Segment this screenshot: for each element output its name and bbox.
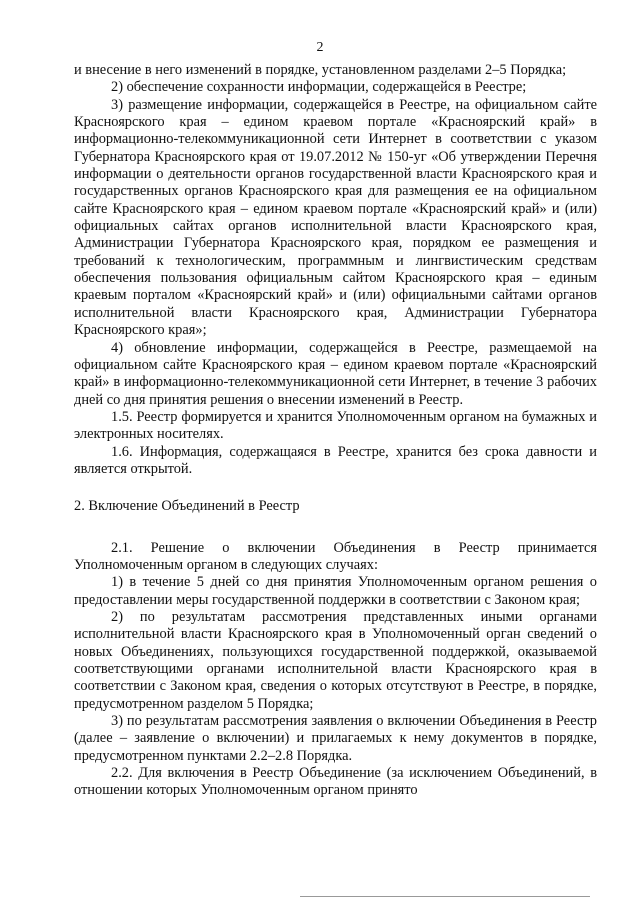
- footer-rule: [300, 896, 590, 897]
- paragraph: 2.2. Для включения в Реестр Объединение (за исключением Объединений, в отношении которых Уполномоченным органом принято: [74, 765, 597, 799]
- paragraph: 3) размещение информации, содержащейся в Реестре, на официальном сайте Красноярского края – едином краевом портале «Красноярский край» в информационно-телекоммуникационной сети Интернет в соответствии с указом Губернатора Красноярского края от 19.07.2012 № 150-уг «Об утверждении Перечня информации о деятельности органов государственной власти Красноярского края и государственных органов Красноярского края для размещения ее на официальном сайте Красноярского края – едином краевом портале «Красноярский край» и (или) официальных сайтах органов исполнительной власти Красноярского края, Администрации Губернатора Красноярского края, порядком ее размещения и требований к технологическим, программным и лингвистическим средствам обеспечения пользования официальным сайтом Красноярского края – единым краевым порталом «Красноярский край» и (или) официальными сайтами органов исполнительной власти Красноярского края, Администрации Губернатора Красноярского края»;: [74, 96, 597, 339]
- section-heading: 2. Включение Объединений в Реестр: [74, 498, 300, 515]
- page-number: 2: [316, 40, 324, 55]
- paragraph: 1.5. Реестр формируется и хранится Уполномоченным органом на бумажных и электронных носителях.: [74, 408, 597, 443]
- paragraph: 2) по результатам рассмотрения представленных иными органами исполнительной власти Красноярского края в Уполномоченный орган сведений о новых Объединениях, пользующихся государственной поддержкой, оказываемой соответствующими органами исполнительной власти Красноярского края в соответствии с Законом края, сведения о которых отсутствуют в Реестре, в порядке, предусмотренном разделом 5 Порядка;: [74, 608, 597, 712]
- paragraph: 4) обновление информации, содержащейся в Реестре, размещаемой на официальном сайте Красноярского края – едином краевом портале «Красноярский край» в информационно-телекоммуникационной сети Интернет, в течение 3 рабочих дней со дня принятия решения о внесении изменений в Реестр.: [74, 339, 597, 408]
- paragraph: 2.1. Решение о включении Объединения в Реестр принимается Уполномоченным органом в следующих случаях:: [74, 539, 597, 573]
- paragraph: 1.6. Информация, содержащаяся в Реестре, хранится без срока давности и является открытой.: [74, 443, 597, 477]
- paragraph: 3) по результатам рассмотрения заявления о включении Объединения в Реестр (далее – заявление о включении) и прилагаемых к нему документов в порядке, предусмотренном пунктами 2.2–2.8 Порядка.: [74, 713, 597, 764]
- document-body: [74, 62, 597, 800]
- paragraph: и внесение в него изменений в порядке, установленном разделами 2–5 Порядка;: [74, 62, 567, 78]
- paragraph: 1) в течение 5 дней со дня принятия Уполномоченным органом решения о предоставлении меры государственной поддержки в соответствии с Законом края;: [74, 574, 597, 608]
- paragraph: 2) обеспечение сохранности информации, содержащейся в Реестре;: [111, 79, 527, 96]
